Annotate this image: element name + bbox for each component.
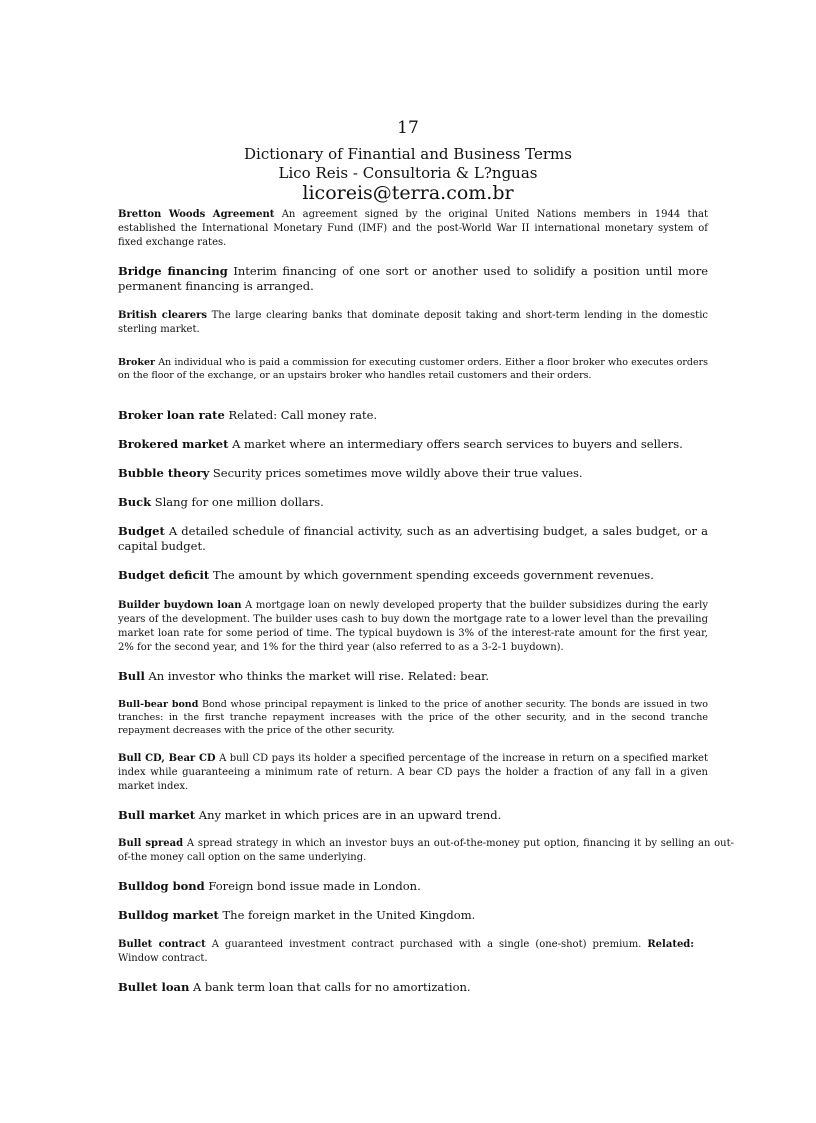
- entry-definition: An investor who thinks the market will rise. Related: bear.: [148, 669, 490, 683]
- glossary-entry: [118, 938, 694, 966]
- glossary-entry: [118, 669, 708, 684]
- entry-definition: An individual who is paid a commission for executing customer orders. Either a floor broker who executes orders on the floor of the exchange, or an upstairs broker who handles retail customers and their orders.: [118, 357, 708, 381]
- entry-definition: Related: Call money rate.: [228, 408, 378, 422]
- entry-definition: A mortgage loan on newly developed property that the builder subsidizes during the early years of the development. The builder uses cash to buy down the mortgage rate to a lower level than the prevailing market loan rate for some period of time. The typical buydown is 3% of the interest-rate amount for the first year, 2% for the second year, and 1% for the third year (also referred to as a 3-2-1 buydown).: [118, 600, 708, 653]
- glossary-entry: [118, 908, 708, 923]
- glossary-entry: [118, 495, 708, 510]
- entry-term: Brokered market: [118, 437, 229, 451]
- glossary-entry: [118, 408, 708, 423]
- glossary-entry: [118, 808, 708, 823]
- glossary-entry: [118, 356, 708, 382]
- document-subtitle: Lico Reis - Consultoria & L?nguas: [278, 164, 538, 182]
- entry-term: Bulldog bond: [118, 879, 205, 893]
- entry-definition: Foreign bond issue made in London.: [208, 879, 421, 893]
- glossary-entry: [118, 752, 708, 794]
- glossary-entry: [118, 208, 708, 250]
- entry-definition: Bond whose principal repayment is linked to the price of another security. The bonds are issued in two tranches: in the first tranche repayment increases with the price of the other security, and in the second tranche repayment decreases with the price of the other security.: [118, 699, 709, 736]
- entry-term: British clearers: [118, 310, 208, 321]
- entry-term: Bull CD, Bear CD: [118, 753, 216, 764]
- entry-term: Broker: [118, 357, 156, 368]
- entry-definition: Security prices sometimes move wildly above their true values.: [212, 466, 583, 480]
- entry-related-text: Window contract.: [118, 953, 208, 964]
- entry-definition: A bull CD pays its holder a specified percentage of the increase in return on a specified market index while guaranteeing a minimum rate of return. A bear CD pays the holder a fraction of any fall in a given market index.: [118, 753, 708, 792]
- glossary-entry: [118, 837, 734, 865]
- document-title: Dictionary of Finantial and Business Terms: [244, 145, 572, 163]
- entry-definition: Interim financing of one sort or another used to solidify a position until more permanent financing is arranged.: [118, 264, 708, 293]
- entry-definition: Any market in which prices are in an upward trend.: [198, 808, 502, 822]
- entry-term: Bull: [118, 669, 145, 683]
- entry-definition: A bank term loan that calls for no amortization.: [192, 980, 471, 994]
- glossary-entry: [118, 309, 708, 337]
- entry-term: Budget: [118, 524, 165, 538]
- entry-definition: An agreement signed by the original United Nations members in 1944 that established the International Monetary Fund (IMF) and the post-World War II international monetary system of fixed exchange rates.: [118, 209, 708, 248]
- entry-term: Buck: [118, 495, 152, 509]
- entry-term: Bull-bear bond: [118, 699, 199, 710]
- entry-term: Bubble theory: [118, 466, 210, 480]
- entry-term: Bulldog market: [118, 908, 219, 922]
- entry-term: Bridge financing: [118, 264, 228, 278]
- entry-term: Bretton Woods Agreement: [118, 209, 275, 220]
- glossary-entry: [118, 980, 708, 995]
- glossary-entries: [118, 208, 735, 995]
- entry-term: Bullet contract: [118, 939, 206, 950]
- entry-definition: The large clearing banks that dominate deposit taking and short-term lending in the domestic sterling market.: [118, 310, 709, 335]
- entry-term: Budget deficit: [118, 568, 210, 582]
- entry-related-label: Related:: [647, 939, 694, 950]
- page-number: 17: [397, 118, 419, 138]
- glossary-entry: [118, 698, 708, 737]
- entry-definition: A guaranteed investment contract purchased with a single (one-shot) premium.: [211, 939, 642, 950]
- entry-definition: A market where an intermediary offers search services to buyers and sellers.: [232, 437, 683, 451]
- entry-term: Bull spread: [118, 838, 184, 849]
- glossary-entry: [118, 599, 708, 655]
- entry-definition: A spread strategy in which an investor buys an out-of-the-money put option, financing it by selling an out-of-the money call option on the same underlying.: [118, 838, 735, 863]
- entry-term: Builder buydown loan: [118, 600, 242, 611]
- entry-definition: A detailed schedule of financial activity, such as an advertising budget, a sales budget, or a capital budget.: [118, 524, 708, 553]
- glossary-entry: [118, 879, 708, 894]
- entry-definition: Slang for one million dollars.: [154, 495, 324, 509]
- glossary-entry: [118, 568, 708, 583]
- entry-definition: The foreign market in the United Kingdom.: [222, 908, 476, 922]
- contact-email: licoreis@terra.com.br: [302, 182, 514, 204]
- glossary-entry: [118, 437, 708, 452]
- entry-term: Bull market: [118, 808, 196, 822]
- glossary-entry: [118, 466, 708, 481]
- entry-term: Bullet loan: [118, 980, 190, 994]
- glossary-entry: [118, 264, 708, 294]
- entry-definition: The amount by which government spending exceeds government revenues.: [212, 568, 654, 582]
- entry-term: Broker loan rate: [118, 408, 225, 422]
- glossary-entry: [118, 524, 708, 554]
